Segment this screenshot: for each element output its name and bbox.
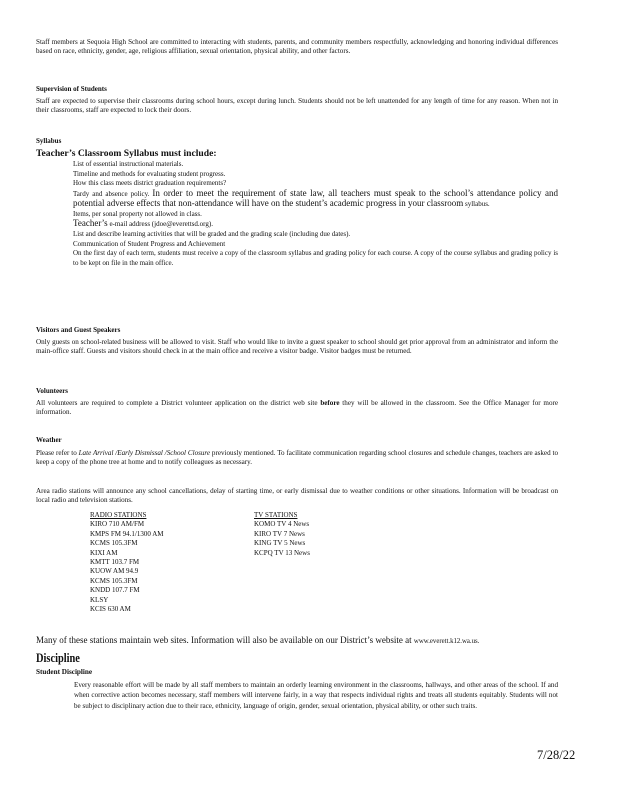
weather-heading: Weather xyxy=(36,436,62,444)
syllabus-list xyxy=(56,160,558,268)
tv-station: KING TV 5 News xyxy=(254,539,306,548)
supervision-paragraph: Staff are expected to supervise their classrooms during school hours, except during lunch. Students should not be left unattended for any length of time for any reason. When not in their classrooms, staff are expected to lock their doors. xyxy=(36,97,558,115)
supervision-heading: Supervision of Students xyxy=(36,85,107,93)
syllabus-item: Teacher’s e-mail address (jdoe@everettsd.org). xyxy=(73,218,213,229)
tv-station: KCPQ TV 13 News xyxy=(254,548,310,557)
tv-station: KIRO TV 7 News xyxy=(254,529,305,538)
syllabus-title: Teacher’s Classroom Syllabus must include: xyxy=(36,148,217,159)
syllabus-item: Tardy and absence policy. In order to meet the requirement of state law, all teachers must speak to the school’s attendance policy and potential adverse effects that non-attendance will have on the student’s academic progress in your classroom syllabus. xyxy=(73,187,558,209)
tv-stations-heading: TV STATIONS xyxy=(254,511,298,519)
radio-station: KNDD 107.7 FM xyxy=(90,586,140,595)
radio-station: KMTT 103.7 FM xyxy=(90,558,140,567)
discipline-paragraph: Every reasonable effort will be made by all staff members to maintain an orderly learning environment in the classrooms, hallways, and other areas of the school. If and when corrective action becomes necessary, staff members will intervene fairly, in a way that respects individual rights and treats all students equitably. Students will not be subject to disciplinary action due to their race, ethnicity, language of origin, gender, sexual orientation, physical ability, or other such traits. xyxy=(74,681,558,710)
syllabus-item: Items, per sonal property not allowed in class. xyxy=(73,209,202,218)
radio-stations-heading: RADIO STATIONS xyxy=(90,511,147,519)
tv-stations-list xyxy=(254,511,310,558)
radio-station: KCIS 630 AM xyxy=(90,605,131,614)
weather-radio-paragraph: Area radio stations will announce any school cancellations, delay of starting time, or early dismissal due to weather conditions or other situations. Information will be broadcast on local radio and television stations. xyxy=(36,487,558,505)
page-date: 7/28/22 xyxy=(537,748,576,762)
district-website-link[interactable]: www.everett.k12.wa.us. xyxy=(413,638,480,645)
student-discipline-subheading: Student Discipline xyxy=(36,668,93,676)
volunteers-heading: Volunteers xyxy=(36,387,69,395)
visitors-paragraph: Only guests on school-related business will be allowed to visit. Staff who would like to invite a guest speaker to school should get prior approval from an administrator and inform the main-office staff. Guests and visitors should check in at the main office and receive a visitor badge. Visitor badges must be returned. xyxy=(36,338,558,356)
syllabus-heading: Syllabus xyxy=(36,137,62,145)
website-note: Many of these stations maintain web sites. Information will also be available on our District’s website at www.everett.k12.wa.us. xyxy=(36,635,480,645)
radio-station: KCMS 105.3FM xyxy=(90,539,138,548)
syllabus-item: Communication of Student Progress and Achievement xyxy=(73,239,226,248)
weather-paragraph: Please refer to Late Arrival /Early Dismissal /School Closure previously mentioned. To facilitate communication regarding school closures and schedule changes, teachers are asked to keep a copy of the phone tree at home and to notify colleagues as necessary. xyxy=(36,449,558,467)
syllabus-item: How this class meets district graduation requirements? xyxy=(73,179,227,188)
intro-paragraph: Staff members at Sequoia High School are committed to interacting with students, parents, and community members respectfully, acknowledging and honoring individual differences based on race, ethnicity, gender, age, religious affiliation, sexual orientation, physical ability, and other factors. xyxy=(36,38,558,56)
radio-stations-list xyxy=(90,511,164,614)
radio-station: KLSY xyxy=(90,595,109,604)
syllabus-item: On the first day of each term, students must receive a copy of the classroom syllabus and grading policy for each course. A copy of the course syllabus and grading policy is to be kept on file in the main office. xyxy=(73,249,558,267)
syllabus-item: List and describe learning activities that will be graded and the grading scale (including due dates). xyxy=(73,229,351,238)
syllabus-item: Timeline and methods for evaluating student progress. xyxy=(73,169,226,178)
syllabus-item: List of essential instructional materials. xyxy=(73,160,184,168)
radio-station: KMPS FM 94.1/1300 AM xyxy=(90,529,164,538)
tv-station: KOMO TV 4 News xyxy=(254,520,310,529)
radio-station: KIXI AM xyxy=(90,548,118,557)
radio-station: KCMS 105.3FM xyxy=(90,576,138,585)
visitors-heading: Visitors and Guest Speakers xyxy=(36,326,121,334)
radio-station: KIRO 710 AM/FM xyxy=(90,520,145,529)
discipline-heading: Discipline xyxy=(36,650,80,665)
radio-station: KUOW AM 94.9 xyxy=(90,567,139,576)
volunteers-paragraph: All volunteers are required to complete a District volunteer application on the district web site before they will be allowed in the classroom. See the Office Manager for more information. xyxy=(36,399,558,417)
